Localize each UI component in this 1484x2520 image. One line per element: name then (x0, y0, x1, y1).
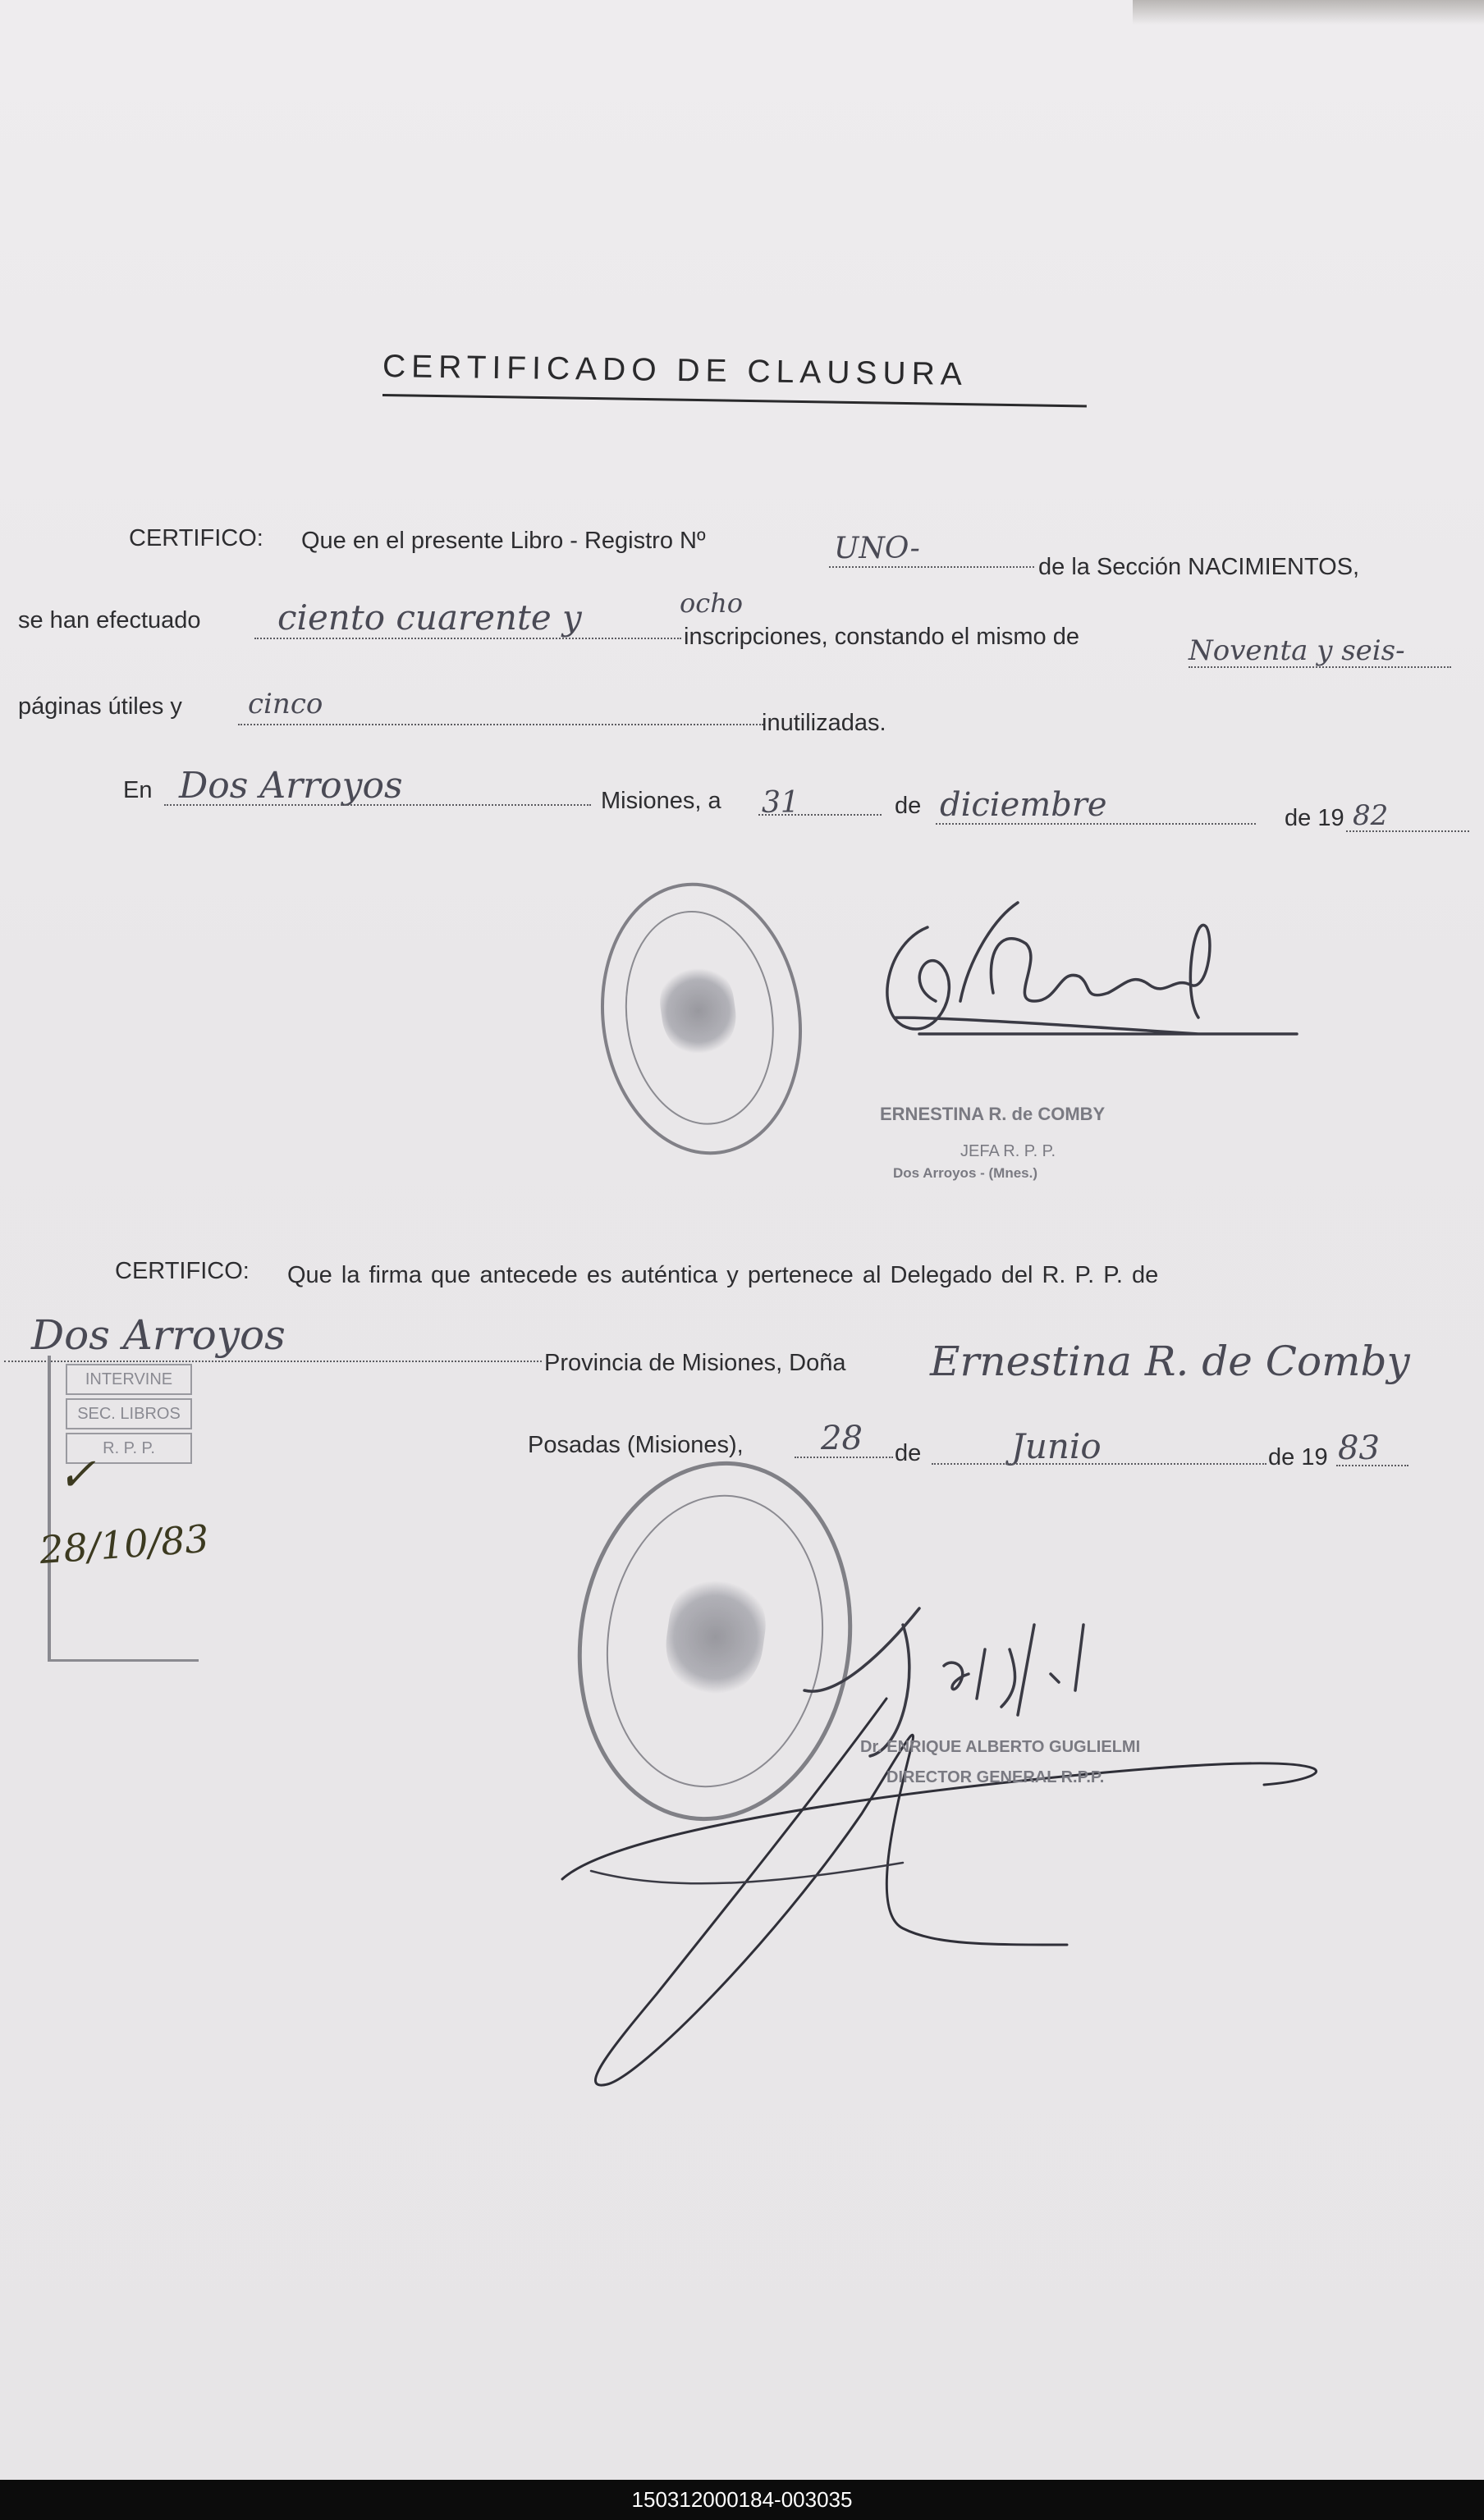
signatory-2-name: Dr. ENRIQUE ALBERTO GUGLIELMI (860, 1738, 1141, 1756)
signature-guglielmi (558, 1600, 1338, 2109)
section1-text-2: de la Sección NACIMIENTOS, (1038, 554, 1360, 580)
day-2: 28 (821, 1420, 863, 1457)
intervention-stamp (48, 1356, 199, 1662)
day-1: 31 (762, 786, 799, 820)
day-2-fill-line (795, 1457, 893, 1458)
signatory-1-name: ERNESTINA R. de COMBY (880, 1104, 1106, 1124)
section1-text-4: inscripciones, constando el mismo de (684, 624, 1079, 650)
section1-text-3: se han efectuado (18, 607, 201, 633)
signatory-1-role: JEFA R. P. P. (960, 1142, 1056, 1160)
place-1-fill-line (164, 804, 591, 806)
paginas-count: Noventa y seis- (1189, 634, 1405, 667)
stamp-check-mark: ✓ (57, 1448, 96, 1502)
text-misiones-a: Misiones, a (601, 788, 721, 814)
page-edge-shadow (1133, 0, 1484, 25)
text-de19-2: de 19 (1268, 1444, 1328, 1470)
month-1-fill-line (936, 823, 1256, 825)
year-2-fill-line (1336, 1465, 1408, 1466)
month-2-fill-line (932, 1463, 1266, 1465)
text-posadas: Posadas (Misiones), (528, 1432, 744, 1458)
stamp-line-3: R. P. P. (66, 1433, 192, 1464)
place-1: Dos Arroyos (179, 765, 403, 807)
section1-text-6: inutilizadas. (762, 710, 886, 736)
stamp-handwritten-date: 28/10/83 (38, 1516, 211, 1573)
certifico-label-1: CERTIFICO: (129, 525, 263, 551)
text-de-1: de (895, 793, 922, 819)
inscripciones-count: ciento cuarente y (277, 597, 582, 638)
month-1: diciembre (940, 786, 1107, 824)
section1-text-5: páginas útiles y (18, 693, 182, 720)
signatory-1-location: Dos Arroyos - (Mnes.) (893, 1165, 1038, 1181)
document-id: 150312000184-003035 (631, 2487, 853, 2512)
year-1: 82 (1353, 799, 1389, 832)
document-id-footer (0, 2480, 1484, 2520)
document-title: CERTIFICADO DE CLAUSURA (382, 349, 969, 392)
registro-fill-line (829, 566, 1034, 568)
signatory-2-role: DIRECTOR GENERAL R.P.P. (886, 1768, 1105, 1786)
registro-number: UNO- (834, 532, 920, 565)
month-2: Junio (1011, 1426, 1102, 1466)
inscripciones-extra: ocho (680, 588, 744, 619)
inscripciones-fill-line (254, 638, 681, 639)
section1-text-1: Que en el presente Libro - Registro Nº (301, 528, 706, 554)
section2-text-1: Que la firma que antecede es auténtica y pertenece al Delegado del R. P. P. de (287, 1262, 1159, 1288)
place-2: Dos Arroyos (31, 1311, 286, 1359)
section2-text-2: Provincia de Misiones, Doña (544, 1350, 846, 1376)
signature-comby (870, 894, 1297, 1083)
paginas-fill-line (1189, 666, 1451, 668)
day-1-fill-line (758, 814, 882, 816)
inutilizadas-count: cinco (248, 688, 323, 720)
stamp-line-1: INTERVINE (66, 1364, 192, 1395)
text-de19-1: de 19 (1285, 805, 1344, 831)
stamp-line-2: SEC. LIBROS (66, 1398, 192, 1429)
person-name: Ernestina R. de Comby (930, 1338, 1410, 1385)
year-2: 83 (1338, 1429, 1380, 1467)
text-en: En (123, 777, 153, 803)
certifico-label-2: CERTIFICO: (115, 1258, 250, 1284)
inutilizadas-fill-line (238, 724, 763, 725)
year-1-fill-line (1346, 830, 1469, 832)
text-de-2: de (895, 1440, 922, 1466)
